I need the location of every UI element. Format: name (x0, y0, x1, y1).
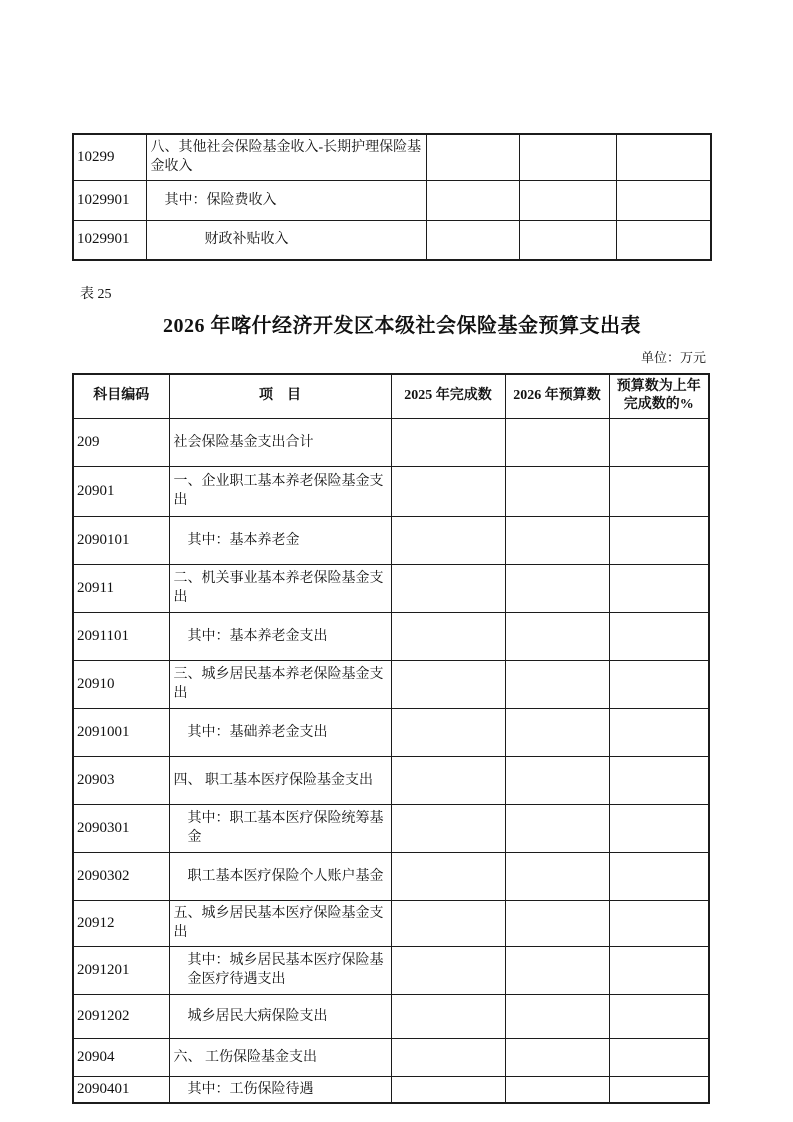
value-cell-empty (609, 804, 709, 852)
item-cell: 财政补贴收入 (146, 220, 426, 260)
value-cell-empty (391, 516, 505, 564)
code-cell: 2091101 (73, 612, 169, 660)
value-cell-empty (391, 946, 505, 994)
item-cell: 四、 职工基本医疗保险基金支出 (169, 756, 391, 804)
item-cell: 其中：基础养老金支出 (169, 708, 391, 756)
value-cell-empty (609, 612, 709, 660)
expenditure-table (72, 373, 710, 1104)
code-cell: 20912 (73, 900, 169, 946)
value-cell-empty (391, 612, 505, 660)
item-cell: 八、其他社会保险基金收入-长期护理保险基金收入 (146, 134, 426, 180)
value-cell-empty (391, 756, 505, 804)
code-cell: 2090401 (73, 1076, 169, 1103)
value-cell-empty (505, 900, 609, 946)
value-cell-empty (519, 134, 616, 180)
value-cell-empty (609, 516, 709, 564)
item-cell: 其中：工伤保险待遇 (169, 1076, 391, 1103)
value-cell-empty (391, 564, 505, 612)
value-cell-empty (391, 804, 505, 852)
table-row (73, 418, 709, 466)
code-cell: 1029901 (73, 220, 146, 260)
code-cell: 20911 (73, 564, 169, 612)
value-cell-empty (519, 180, 616, 220)
value-cell-empty (391, 852, 505, 900)
item-cell: 五、城乡居民基本医疗保险基金支出 (169, 900, 391, 946)
item-cell: 一、企业职工基本养老保险基金支出 (169, 466, 391, 516)
income-table-continued (72, 133, 712, 261)
expenditure-table-head (73, 374, 709, 418)
value-cell-empty (609, 708, 709, 756)
value-cell-empty (609, 756, 709, 804)
code-cell: 2090101 (73, 516, 169, 564)
value-cell-empty (505, 466, 609, 516)
table-row (73, 220, 711, 260)
item-cell: 二、机关事业基本养老保险基金支出 (169, 564, 391, 612)
value-cell-empty (609, 946, 709, 994)
table-row (73, 1076, 709, 1103)
value-cell-empty (426, 180, 519, 220)
value-cell-empty (391, 900, 505, 946)
table-row (73, 1038, 709, 1076)
unit-label: 单位：万元 (640, 350, 706, 365)
table-row (73, 900, 709, 946)
column-header: 科目编码 (73, 374, 169, 418)
table-row (73, 564, 709, 612)
value-cell-empty (609, 660, 709, 708)
item-cell: 三、城乡居民基本养老保险基金支出 (169, 660, 391, 708)
value-cell-empty (505, 660, 609, 708)
code-cell: 1029901 (73, 180, 146, 220)
code-cell: 2091201 (73, 946, 169, 994)
value-cell-empty (505, 804, 609, 852)
item-cell: 社会保险基金支出合计 (169, 418, 391, 466)
value-cell-empty (609, 418, 709, 466)
value-cell-empty (426, 220, 519, 260)
value-cell-empty (616, 220, 711, 260)
code-cell: 2090302 (73, 852, 169, 900)
expenditure-table-body (73, 418, 709, 1103)
value-cell-empty (505, 946, 609, 994)
value-cell-empty (616, 180, 711, 220)
table-row (73, 612, 709, 660)
item-cell: 城乡居民大病保险支出 (169, 994, 391, 1038)
item-cell: 其中：保险费收入 (146, 180, 426, 220)
value-cell-empty (616, 134, 711, 180)
value-cell-empty (609, 1038, 709, 1076)
value-cell-empty (505, 612, 609, 660)
code-cell: 20910 (73, 660, 169, 708)
code-cell: 2091001 (73, 708, 169, 756)
code-cell: 20903 (73, 756, 169, 804)
table-row (73, 134, 711, 180)
column-header: 项 目 (169, 374, 391, 418)
table-row (73, 516, 709, 564)
value-cell-empty (609, 994, 709, 1038)
value-cell-empty (505, 708, 609, 756)
value-cell-empty (505, 994, 609, 1038)
code-cell: 2091202 (73, 994, 169, 1038)
income-table-body (73, 134, 711, 260)
value-cell-empty (426, 134, 519, 180)
table-row (73, 804, 709, 852)
value-cell-empty (505, 418, 609, 466)
value-cell-empty (505, 756, 609, 804)
value-cell-empty (391, 466, 505, 516)
value-cell-empty (609, 466, 709, 516)
code-cell: 10299 (73, 134, 146, 180)
value-cell-empty (391, 1076, 505, 1103)
value-cell-empty (391, 660, 505, 708)
value-cell-empty (505, 852, 609, 900)
value-cell-empty (505, 564, 609, 612)
value-cell-empty (519, 220, 616, 260)
item-cell: 职工基本医疗保险个人账户基金 (169, 852, 391, 900)
value-cell-empty (609, 900, 709, 946)
table-row (73, 946, 709, 994)
table-row (73, 708, 709, 756)
value-cell-empty (609, 564, 709, 612)
value-cell-empty (391, 994, 505, 1038)
code-cell: 2090301 (73, 804, 169, 852)
table-row (73, 852, 709, 900)
value-cell-empty (505, 1038, 609, 1076)
header-row (73, 374, 709, 418)
column-header: 预算数为上年完成数的% (609, 374, 709, 418)
item-cell: 其中：基本养老金 (169, 516, 391, 564)
table-row (73, 994, 709, 1038)
value-cell-empty (505, 516, 609, 564)
value-cell-empty (609, 852, 709, 900)
item-cell: 其中：基本养老金支出 (169, 612, 391, 660)
table-row (73, 756, 709, 804)
table-number-label: 表 25 (80, 287, 112, 302)
table-row (73, 180, 711, 220)
column-header: 2026 年预算数 (505, 374, 609, 418)
column-header: 2025 年完成数 (391, 374, 505, 418)
item-cell: 其中：职工基本医疗保险统筹基金 (169, 804, 391, 852)
value-cell-empty (609, 1076, 709, 1103)
code-cell: 20901 (73, 466, 169, 516)
page-title: 2026 年喀什经济开发区本级社会保险基金预算支出表 (163, 315, 641, 337)
code-cell: 20904 (73, 1038, 169, 1076)
value-cell-empty (391, 1038, 505, 1076)
code-cell: 209 (73, 418, 169, 466)
value-cell-empty (505, 1076, 609, 1103)
table-row (73, 466, 709, 516)
value-cell-empty (391, 708, 505, 756)
value-cell-empty (391, 418, 505, 466)
item-cell: 其中：城乡居民基本医疗保险基金医疗待遇支出 (169, 946, 391, 994)
item-cell: 六、 工伤保险基金支出 (169, 1038, 391, 1076)
table-row (73, 660, 709, 708)
